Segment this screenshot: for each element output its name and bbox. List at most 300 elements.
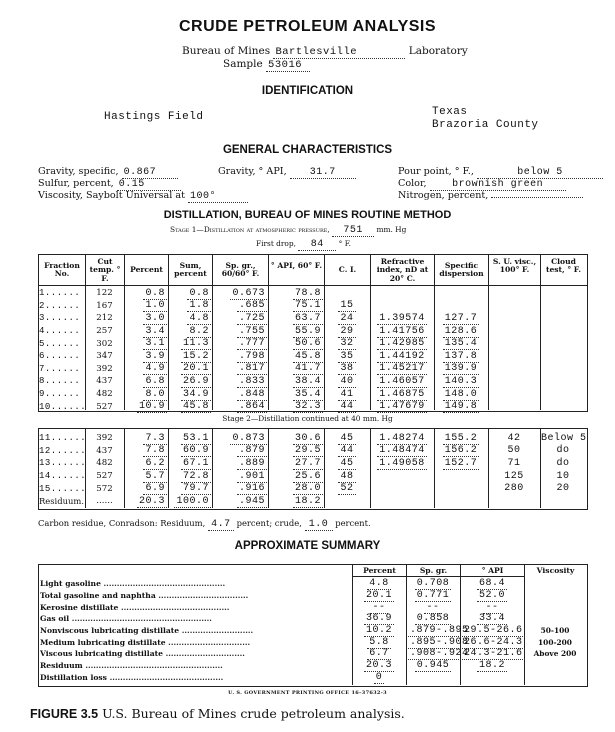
bureau-line	[182, 45, 468, 59]
cloud-test	[540, 388, 586, 401]
percent	[124, 445, 168, 458]
ci	[324, 388, 370, 401]
cut-temp: 527	[96, 471, 113, 482]
bureau-prefix: Bureau of Mines	[182, 45, 271, 57]
cut-temp: 122	[96, 288, 113, 299]
summary-percent-value: 5.8	[369, 636, 389, 648]
ci-value: 52	[340, 483, 354, 495]
sum-percent	[168, 470, 212, 483]
sum-percent-value: 1.8	[189, 300, 209, 312]
ci	[324, 287, 370, 300]
pressure-unit: mm. Hg	[376, 225, 407, 234]
first-drop-value: 84	[298, 239, 336, 251]
cut-temp: 302	[96, 338, 113, 349]
cloud-test: 10	[556, 470, 570, 482]
cut-temp: 572	[96, 483, 113, 494]
caption-label: FIGURE 3.5	[30, 707, 99, 721]
fraction-number: 14......	[39, 471, 87, 482]
residuum-empty	[434, 495, 488, 508]
percent-value: 3.9	[145, 350, 165, 362]
cut-temp: 482	[96, 389, 113, 400]
api-value: 35.4	[294, 388, 321, 400]
summary-percent-value: 36.9	[365, 613, 392, 625]
summary-api-value: 18.2	[478, 660, 505, 672]
ci-value: 44	[340, 401, 354, 413]
residuum-temp: ......	[96, 496, 113, 507]
summary-api	[460, 601, 524, 613]
summary-api	[460, 625, 524, 637]
summary-sp-gr-value: .908-.924	[410, 648, 469, 660]
cloud-test	[540, 350, 586, 363]
carbon-residue-residuum: 4.7	[208, 519, 234, 531]
ci-value: 24	[340, 312, 354, 324]
fraction-number: 7......	[39, 363, 81, 374]
table-row	[38, 300, 586, 313]
refractive-index-value: 1.48274	[379, 432, 425, 444]
summary-label: Total gasoline and naphtha ..................................	[40, 591, 249, 601]
residuum-empty	[370, 495, 434, 508]
summary-percent	[352, 590, 406, 602]
sum-percent-value: 8.2	[189, 325, 209, 337]
nitrogen-row	[398, 190, 583, 201]
refractive-index-value: 1.46875	[379, 388, 425, 400]
percent-value: 3.0	[145, 312, 165, 324]
ci	[324, 470, 370, 483]
percent-value: 8.0	[145, 388, 165, 400]
table-row	[38, 400, 586, 413]
summary-api	[460, 590, 524, 602]
summary-label: Viscous lubricating distillate ..............................	[40, 649, 245, 659]
stage2-rows	[38, 432, 586, 508]
sum-percent-value: 34.9	[182, 388, 209, 400]
specific-dispersion	[434, 432, 488, 445]
summary-label: Distillation loss ...........................................	[40, 672, 224, 682]
ci-value: 48	[340, 470, 354, 482]
percent-value: 6.9	[145, 483, 165, 495]
sample-label: Sample	[223, 58, 263, 70]
api-value: 27.7	[294, 457, 321, 469]
sp-gr	[212, 300, 268, 313]
sample-line	[223, 58, 310, 72]
nitrogen-label: Nitrogen, percent,	[398, 190, 489, 201]
stage1-rows	[38, 287, 586, 413]
specific-dispersion	[434, 375, 488, 388]
ci-value: 40	[340, 375, 354, 387]
sum-percent	[168, 350, 212, 363]
percent-value: 3.1	[145, 338, 165, 350]
sum-percent	[168, 482, 212, 495]
sp-gr-value: .817	[238, 363, 265, 375]
summary-percent	[352, 660, 406, 672]
sum-percent-value: 4.8	[189, 312, 209, 324]
sp-gr	[212, 400, 268, 413]
refractive-index	[370, 400, 434, 413]
percent-value: 3.4	[145, 325, 165, 337]
summary-percent	[352, 636, 406, 648]
su-viscosity	[488, 287, 540, 300]
caption-text: U.S. Bureau of Mines crude petroleum analysis.	[102, 706, 405, 721]
fraction-number: 15......	[39, 483, 87, 494]
fraction-number: 6......	[39, 351, 81, 362]
printer-line: U. S. GOVERNMENT PRINTING OFFICE 16–37632-3	[228, 690, 387, 696]
sp-gr-value: .916	[238, 483, 265, 495]
api	[268, 350, 324, 363]
specific-dispersion-value: 135.4	[444, 338, 478, 350]
cloud-test	[540, 363, 586, 376]
ci-value: 29	[340, 325, 354, 337]
residuum-label: Residuum.	[39, 496, 84, 507]
sum-percent-value: 45.8	[182, 401, 209, 413]
col-sum: Sum, percent	[174, 261, 207, 279]
table-row	[38, 388, 586, 401]
api	[268, 457, 324, 470]
api	[268, 400, 324, 413]
sp-gr	[212, 388, 268, 401]
summary-label: Residuum ....................................................	[40, 661, 223, 671]
cloud-test: Below 5	[541, 432, 587, 444]
refractive-index	[370, 388, 434, 401]
cloud-test: 20	[556, 483, 570, 495]
residuum-empty	[540, 495, 586, 508]
residuum-sp-gr	[212, 495, 268, 508]
refractive-index-value: 1.48474	[379, 445, 425, 457]
ci	[324, 432, 370, 445]
sum-percent	[168, 457, 212, 470]
cloud-test	[540, 325, 586, 338]
api-value: 50.6	[294, 338, 321, 350]
gravity-specific-label: Gravity, specific,	[38, 166, 119, 177]
refractive-index	[370, 457, 434, 470]
api-value: 29.5	[294, 445, 321, 457]
cut-temp: 212	[96, 313, 113, 324]
table-row	[38, 287, 586, 300]
api-value: 55.9	[294, 325, 321, 337]
summary-sp-gr-value: 0.945	[416, 660, 450, 672]
sample-number: 53016	[266, 59, 310, 72]
api	[268, 432, 324, 445]
carbon-residue-line	[38, 518, 371, 531]
specific-dispersion-value: 140.3	[444, 375, 478, 387]
sp-gr-value: .864	[238, 401, 265, 413]
specific-dispersion	[434, 482, 488, 495]
summary-percent-value: 0	[375, 671, 383, 683]
summary-row	[38, 590, 586, 602]
summary-api-value: --	[485, 601, 499, 613]
fraction-number: 2......	[39, 300, 81, 311]
refractive-index	[370, 432, 434, 445]
su-viscosity	[488, 300, 540, 313]
ci	[324, 457, 370, 470]
api-value: 78.8	[294, 287, 321, 299]
summary-sp-gr	[406, 636, 469, 648]
bureau-suffix: Laboratory	[408, 45, 468, 57]
specific-dispersion	[434, 470, 488, 483]
summary-viscosity	[524, 590, 586, 602]
ci-value: 35	[340, 350, 354, 362]
percent-value: 1.0	[145, 300, 165, 312]
table-row	[38, 337, 586, 350]
summary-viscosity	[524, 660, 586, 672]
su-viscosity: 50	[507, 445, 521, 457]
api	[268, 300, 324, 313]
col-sp-gr: Sp. gr., 60/60° F.	[221, 261, 260, 279]
viscosity-label: Viscosity, Saybolt Universal at	[38, 190, 185, 201]
summary-percent-value: 20.1	[365, 590, 392, 602]
residuum-sp-gr-value: .945	[238, 495, 265, 507]
ci	[324, 312, 370, 325]
summary-row	[38, 625, 586, 637]
ci-value: 41	[340, 388, 354, 400]
su-viscosity	[488, 363, 540, 376]
specific-dispersion-value: 139.9	[444, 363, 478, 375]
ci-value: 32	[340, 338, 354, 350]
specific-dispersion-value: 156.2	[444, 445, 478, 457]
summary-percent	[352, 648, 406, 660]
su-viscosity	[488, 388, 540, 401]
refractive-index	[370, 363, 434, 376]
distillation-heading: DISTILLATION, BUREAU OF MINES ROUTINE METHOD	[163, 209, 452, 221]
viscosity-row	[38, 190, 248, 203]
col-cut-temp: Cut temp. ° F.	[89, 257, 121, 283]
percent	[124, 470, 168, 483]
specific-dispersion	[434, 337, 488, 350]
ci-value: 44	[340, 445, 354, 457]
refractive-index-value: 1.42985	[379, 338, 425, 350]
refractive-index	[370, 470, 434, 483]
page-title: CRUDE PETROLEUM ANALYSIS	[178, 18, 437, 35]
sum-percent-value: 20.1	[182, 363, 209, 375]
carbon-residue-end: percent.	[335, 518, 371, 528]
su-viscosity: 280	[504, 483, 524, 495]
percent-value: 10.9	[138, 401, 165, 413]
api-value: 25.6	[294, 470, 321, 482]
summary-viscosity	[524, 613, 586, 625]
sp-gr-value: .685	[238, 300, 265, 312]
summary-viscosity: 100-200	[538, 637, 572, 647]
cut-temp: 257	[96, 326, 113, 337]
fraction-number: 10......	[39, 401, 87, 412]
summary-viscosity	[524, 672, 586, 684]
specific-dispersion	[434, 400, 488, 413]
ci	[324, 363, 370, 376]
ci	[324, 482, 370, 495]
specific-dispersion	[434, 388, 488, 401]
specific-dispersion-value: 152.7	[444, 457, 478, 469]
figure-caption	[30, 706, 405, 721]
sp-gr	[212, 312, 268, 325]
percent	[124, 363, 168, 376]
pressure-value: 751	[332, 225, 374, 237]
refractive-index	[370, 350, 434, 363]
summary-sp-gr	[406, 613, 460, 625]
sp-gr-value: .777	[238, 338, 265, 350]
cloud-test: do	[556, 457, 570, 469]
cut-temp: 347	[96, 351, 113, 362]
summary-api	[460, 613, 524, 625]
summary-sp-gr-value: 0.858	[416, 613, 450, 625]
sum-percent-value: 67.1	[182, 457, 209, 469]
sp-gr-value: .848	[238, 388, 265, 400]
stage2-label: Stage 2—Distillation continued at 40 mm. Hg	[222, 414, 393, 423]
stage1-label: Stage 1—Distillation at atmospheric pressure,	[170, 225, 330, 234]
fraction-number: 5......	[39, 338, 81, 349]
nitrogen-value	[491, 197, 583, 198]
fraction-number: 11......	[39, 433, 87, 444]
specific-dispersion-value: 128.6	[444, 325, 478, 337]
sum-percent-value: 72.8	[182, 470, 209, 482]
summary-sp-gr	[406, 601, 460, 613]
table-row	[38, 363, 586, 376]
summary-sp-gr-value: --	[426, 601, 440, 613]
cut-temp: 527	[96, 401, 113, 412]
field-name: Hastings Field	[104, 111, 204, 123]
col-su-visc: S. U. visc., 100° F.	[492, 257, 537, 275]
api-value: 38.4	[294, 375, 321, 387]
api	[268, 363, 324, 376]
stage1-line	[170, 225, 406, 237]
summary-viscosity	[524, 578, 586, 590]
su-viscosity	[488, 375, 540, 388]
table-row	[38, 470, 586, 483]
refractive-index	[370, 482, 434, 495]
sum-percent	[168, 287, 212, 300]
sp-gr	[212, 432, 268, 445]
stage2-table	[38, 432, 586, 508]
ci-value: 38	[340, 363, 354, 375]
summary-api	[460, 648, 524, 660]
ci-value: 45	[340, 432, 354, 444]
pour-point-value: below 5	[477, 167, 603, 179]
sum-percent	[168, 300, 212, 313]
specific-dispersion	[434, 312, 488, 325]
cut-temp: 437	[96, 445, 113, 456]
summary-row	[38, 648, 586, 660]
ci-value: 45	[340, 457, 354, 469]
color-value: brownish green	[430, 179, 566, 191]
percent	[124, 457, 168, 470]
summary-col-sp-gr: Sp. gr.	[419, 566, 448, 575]
residuum-api	[268, 495, 324, 508]
summary-api-value: 33.4	[478, 613, 505, 625]
sum-percent-value: 11.3	[182, 338, 209, 350]
sulfur-label: Sulfur, percent,	[38, 178, 114, 189]
first-drop-line	[256, 239, 351, 251]
refractive-index-value: 1.41756	[379, 325, 425, 337]
summary-sp-gr	[406, 672, 460, 684]
col-cloud: Cloud test, ° F.	[545, 257, 582, 275]
table-row	[38, 375, 586, 388]
summary-api	[460, 660, 524, 672]
percent	[124, 482, 168, 495]
sum-percent-value: 15.2	[182, 350, 209, 362]
refractive-index-value: 1.49058	[379, 457, 425, 469]
summary-viscosity: 50-100	[540, 626, 570, 636]
percent	[124, 287, 168, 300]
county: Brazoria County	[432, 119, 539, 131]
first-drop-unit: ° F.	[338, 239, 352, 248]
refractive-index	[370, 300, 434, 313]
sum-percent-value: 79.7	[182, 483, 209, 495]
sum-percent	[168, 337, 212, 350]
ci	[324, 445, 370, 458]
ci	[324, 375, 370, 388]
specific-dispersion	[434, 445, 488, 458]
fraction-number: 8......	[39, 376, 81, 387]
percent	[124, 325, 168, 338]
summary-percent	[352, 672, 406, 684]
summary-percent	[352, 578, 406, 590]
refractive-index-value: 1.46057	[379, 375, 425, 387]
carbon-residue-crude: 1.0	[305, 519, 333, 531]
refractive-index	[370, 325, 434, 338]
summary-row	[38, 578, 586, 590]
percent	[124, 388, 168, 401]
fraction-number: 12......	[39, 445, 87, 456]
sp-gr-value: .755	[238, 325, 265, 337]
api	[268, 445, 324, 458]
summary-row	[38, 636, 586, 648]
percent-value: 0.8	[145, 287, 165, 299]
summary-percent-value: --	[372, 601, 386, 613]
specific-dispersion	[434, 300, 488, 313]
ci	[324, 337, 370, 350]
summary-row	[38, 613, 586, 625]
summary-label: Gas oil .....................................................	[40, 614, 212, 624]
percent-value: 7.3	[145, 432, 165, 444]
percent	[124, 400, 168, 413]
col-fraction: Fraction No.	[44, 261, 80, 279]
su-viscosity	[488, 325, 540, 338]
col-dispersion: Specific dispersion	[439, 261, 484, 279]
table-row	[38, 350, 586, 363]
percent-value: 6.2	[145, 457, 165, 469]
cloud-test	[540, 300, 586, 313]
col-percent: Percent	[130, 265, 163, 274]
sum-percent-value: 60.9	[182, 445, 209, 457]
specific-dispersion	[434, 350, 488, 363]
percent	[124, 375, 168, 388]
summary-label: Light gasoline ..............................................	[40, 579, 226, 589]
percent-value: 4.9	[145, 363, 165, 375]
first-drop-label: First drop,	[256, 239, 296, 248]
sum-percent	[168, 363, 212, 376]
summary-sp-gr	[406, 660, 460, 672]
summary-sp-gr-value: 0.708	[416, 578, 450, 590]
cut-temp: 437	[96, 376, 113, 387]
table-row	[38, 482, 586, 495]
summary-sp-gr-value: .895-.908	[410, 636, 469, 648]
residuum-percent	[124, 495, 168, 508]
sum-percent-value: 53.1	[182, 432, 209, 444]
su-viscosity: 42	[507, 432, 521, 444]
sp-gr-value: .798	[238, 350, 265, 362]
color-label: Color,	[398, 178, 427, 189]
api-value: 41.7	[294, 363, 321, 375]
api-value: 45.8	[294, 350, 321, 362]
sp-gr	[212, 457, 268, 470]
summary-percent-value: 10.2	[365, 625, 392, 637]
cloud-test	[540, 337, 586, 350]
summary-percent	[352, 613, 406, 625]
sp-gr-value: .725	[238, 312, 265, 324]
sp-gr	[212, 350, 268, 363]
api	[268, 375, 324, 388]
sum-percent	[168, 325, 212, 338]
percent	[124, 337, 168, 350]
summary-percent	[352, 601, 406, 613]
table-row	[38, 457, 586, 470]
summary-heading: APPROXIMATE SUMMARY	[234, 540, 381, 552]
